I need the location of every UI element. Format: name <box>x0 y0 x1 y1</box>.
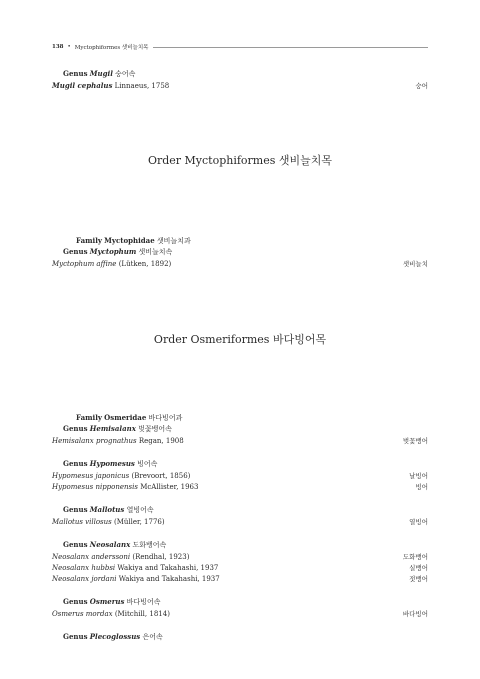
species-korean-name: 젓뱅어 <box>409 575 428 583</box>
species-korean-name: 날빙어 <box>409 472 428 480</box>
header-rule <box>153 47 428 48</box>
species-name: Hypomesus nipponensis McAllister, 1963 <box>52 483 199 491</box>
header-bullet: • <box>67 44 71 50</box>
species-name: Mallotus villosus (Müller, 1776) <box>52 518 165 526</box>
order-heading: Order Myctophiformes 샛비늘치목 <box>147 154 333 167</box>
genus-heading: Genus Mallotus 열빙어속 <box>63 505 154 514</box>
family-heading: Family Osmeridae 바다빙어과 <box>76 413 183 422</box>
species-name: Myctophum affine (Lütken, 1892) <box>52 260 172 268</box>
species-korean-name: 빙어 <box>415 483 428 491</box>
species-korean-name: 벚꽃뱅어 <box>402 437 428 445</box>
species-korean-name: 실뱅어 <box>409 564 428 572</box>
species-korean-name: 샛비늘치 <box>402 260 428 268</box>
species-korean-name: 열빙어 <box>409 518 428 526</box>
header-title: Myctophiformes 샛비늘치목 <box>74 45 149 51</box>
page-number: 138 <box>52 44 64 50</box>
genus-heading: Genus Neosalanx 도화뱅어속 <box>63 540 167 549</box>
order-heading: Order Osmeriformes 바다빙어목 <box>153 333 327 346</box>
species-name: Neosalanx anderssoni (Rendhal, 1923) <box>52 553 190 561</box>
genus-heading: Genus Hypomesus 빙어속 <box>63 459 158 468</box>
genus-heading: Genus Osmerus 바다빙어속 <box>63 597 161 606</box>
species-name: Mugil cephalus Linnaeus, 1758 <box>52 81 170 90</box>
species-name: Neosalanx jordani Wakiya and Takahashi, 1937 <box>52 575 220 583</box>
species-name: Hypomesus japonicus (Brevoort, 1856) <box>52 472 191 480</box>
running-header <box>52 42 428 52</box>
species-name: Neosalanx hubbsi Wakiya and Takahashi, 1937 <box>52 564 219 572</box>
genus-heading: Genus Plecoglossus 은어속 <box>63 632 163 641</box>
species-korean-name: 숭어 <box>415 82 428 90</box>
family-heading: Family Myctophidae 샛비늘치과 <box>76 236 191 245</box>
species-name: Hemisalanx prognathus Regan, 1908 <box>52 437 184 445</box>
genus-heading: Genus Myctophum 샛비늘치속 <box>63 247 173 256</box>
genus-heading: Genus Hemisalanx 벚꽃뱅어속 <box>63 424 172 433</box>
genus-heading: Genus Mugil 숭어속 <box>63 69 136 78</box>
species-korean-name: 바다빙어 <box>402 610 428 618</box>
species-name: Osmerus mordax (Mitchill, 1814) <box>52 610 170 618</box>
species-korean-name: 도화뱅어 <box>402 553 428 561</box>
